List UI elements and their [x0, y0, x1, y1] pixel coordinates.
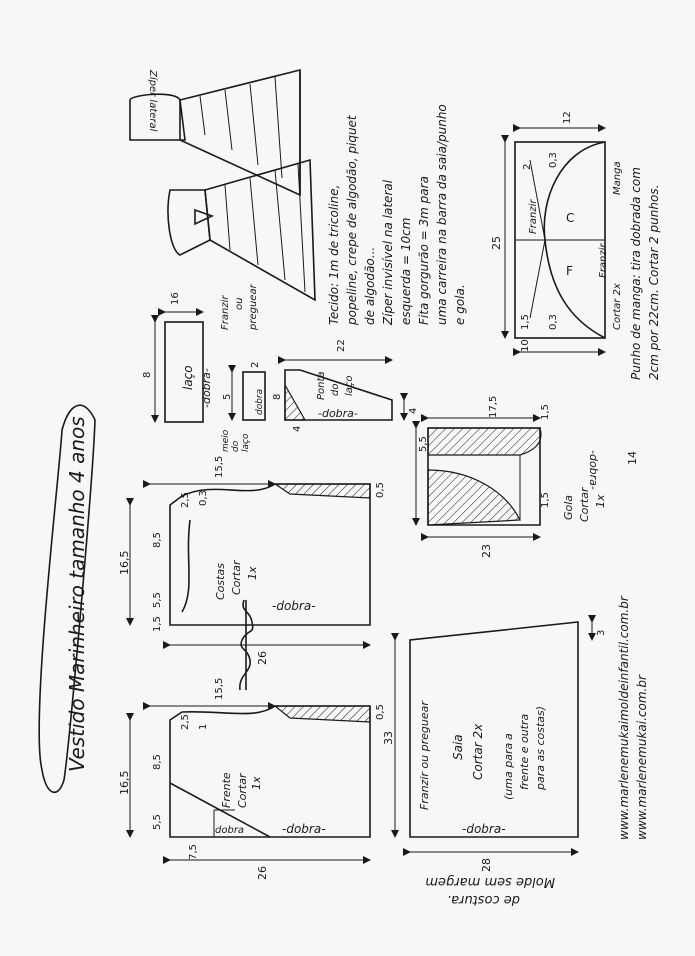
gola-m-1-5a: 1,5 [540, 404, 551, 420]
saia-note4: para as costas) [534, 705, 547, 790]
manga-m-2: 2 [522, 163, 533, 170]
laco-m-8: 8 [142, 371, 153, 378]
manga-label: Manga [612, 161, 623, 195]
tecido-line-4: Zíper invisível na lateral [381, 179, 395, 325]
manga-cut: Cortar 2x [612, 283, 623, 330]
frente-m-7-5: 7,5 [188, 844, 199, 860]
saia-m-33: 33 [382, 731, 395, 745]
tecido-line-2: popeline, crepe de algodão, piquet [345, 115, 359, 325]
manga-m-25: 25 [490, 236, 503, 250]
punho-line-2: 2cm por 22cm. Cortar 2 punhos. [647, 184, 661, 380]
manga-m-1-5: 1,5 [520, 314, 531, 330]
costas-m-16-5: 16,5 [118, 550, 131, 575]
frente-fold: -dobra- [282, 822, 326, 836]
meio-laco-m-5: 5 [222, 393, 233, 400]
frente-cut: Cortar [236, 773, 249, 808]
meio-laco-name2: do [231, 440, 241, 452]
costas-piece [118, 456, 386, 665]
margem-line-2: de costura. [446, 892, 520, 907]
site-line-2: www.marlenemukai.com.br [635, 675, 649, 840]
tecido-line-7: uma carreira na barra da saia/punho [435, 104, 449, 325]
franzir-note-3: preguear [248, 284, 259, 330]
ponta-laco-m-4b: 4 [408, 407, 419, 414]
costas-m-1-5: 1,5 [152, 616, 163, 632]
manga-m-0-3a: 0,3 [548, 152, 559, 168]
costas-m-15-5: 15,5 [214, 455, 225, 478]
gola-m-1-5b: 1,5 [540, 492, 551, 508]
ponta-laco-m-4a: 4 [292, 425, 303, 432]
saia-m-3: 3 [596, 629, 607, 636]
costas-m-0-5: 0,5 [375, 482, 386, 498]
gola-m-17-5: 17,5 [488, 395, 499, 418]
costas-m-8-5: 8,5 [152, 532, 163, 548]
costas-m-2-5: 2,5 [180, 492, 191, 508]
punho-line-1: Punho de manga: tira dobrada com [629, 167, 643, 380]
manga-m-0-3b: 0,3 [548, 314, 559, 330]
frente-m-15-5: 15,5 [214, 677, 225, 700]
laco-name: laço [181, 365, 195, 390]
franzir-note-2: ou [234, 297, 245, 310]
costas-name: Costas [214, 563, 227, 600]
tecido-line-1: Tecido: 1m de tricoline, [327, 184, 341, 325]
gola-piece [416, 396, 639, 558]
manga-franzir2: Franzir [598, 243, 609, 278]
costas-fold: -dobra- [272, 599, 316, 613]
meio-laco-m-2: 2 [250, 361, 261, 368]
title-cartouche [39, 405, 95, 792]
frente-name: Frente [220, 772, 233, 808]
meio-laco-fold: dobra [255, 388, 265, 415]
gola-name: Gola [562, 494, 575, 520]
frente-m-0-5: 0,5 [375, 704, 386, 720]
tecido-line-8: e gola. [453, 284, 467, 325]
saia-m-28: 28 [480, 858, 493, 872]
tecido-line-6: Fita gorgurão = 3m para [417, 176, 431, 325]
dress-illustration-front [168, 160, 315, 300]
saia-piece [382, 622, 607, 872]
manga-m-10: 10 [520, 339, 531, 352]
laco-m-16: 16 [170, 292, 181, 305]
ponta-laco-piece [272, 339, 419, 432]
gola-qty: 1x [594, 494, 607, 508]
gola-cut: Cortar [578, 487, 591, 522]
frente-qty: 1x [250, 776, 263, 790]
laco-piece [142, 292, 213, 422]
manga-m-12: 12 [562, 111, 573, 124]
costas-m-0-3: 0,3 [198, 490, 209, 506]
gola-m-5-5: 5,5 [418, 436, 429, 452]
ponta-laco-name2: do [330, 383, 341, 396]
ponta-laco-name3: laço [344, 375, 355, 396]
ponta-laco-m-22: 22 [336, 339, 347, 352]
saia-fold: -dobra- [462, 822, 506, 836]
laco-fold: -dobra- [200, 368, 213, 408]
franzir-note-1: Franzir [220, 295, 231, 330]
saia-note2: a [502, 733, 515, 740]
saia-side: Franzir ou preguear [418, 701, 431, 810]
meio-laco-name1: meio [221, 429, 231, 452]
site-line-1: www.marlenemukaimoldeinfantil.com.br [617, 596, 631, 840]
costas-m-26: 26 [256, 651, 269, 665]
costas-cut: Cortar [230, 560, 243, 595]
ponta-laco-name1: Ponta [316, 371, 327, 400]
ponta-laco-fold: -dobra- [318, 407, 358, 420]
manga-c: C [566, 211, 575, 225]
manga-franzir1: Franzir [528, 199, 539, 234]
frente-piece [118, 678, 386, 880]
tecido-line-3: de algodão... [363, 246, 377, 325]
page-title: Vestido Marinheiro tamanho 4 anos [65, 416, 89, 772]
frente-m-2-5: 2,5 [180, 714, 191, 730]
tecido-line-5: esquerda = 10cm [399, 217, 413, 325]
frente-m-8-5: 8,5 [152, 754, 163, 770]
gola-fold: -dobra- [587, 450, 600, 490]
saia-note1: (uma para [502, 742, 515, 800]
saia-name: Saia [451, 734, 465, 760]
gola-m-23: 23 [480, 544, 493, 558]
frente-dobra-small: dobra [215, 825, 245, 836]
frente-m-26: 26 [256, 866, 269, 880]
frente-m-5-5: 5,5 [152, 814, 163, 830]
saia-cut: Cortar 2x [471, 723, 485, 780]
zipper-note: Zíper lateral [147, 70, 158, 132]
meio-laco-name3: laço [241, 433, 251, 452]
margem-line-1: Molde sem margem [425, 874, 555, 889]
saia-note3: frente e outra [518, 713, 531, 790]
costas-qty: 1x [246, 566, 259, 580]
frente-m-1: 1 [198, 723, 209, 730]
frente-m-16-5: 16,5 [118, 770, 131, 795]
meio-laco-piece [221, 362, 265, 452]
costas-m-5-5: 5,5 [152, 592, 163, 608]
ponta-laco-m-8: 8 [272, 393, 283, 400]
gola-m-14: 14 [626, 451, 639, 465]
manga-f: F [566, 264, 573, 278]
manga-piece [490, 111, 623, 352]
